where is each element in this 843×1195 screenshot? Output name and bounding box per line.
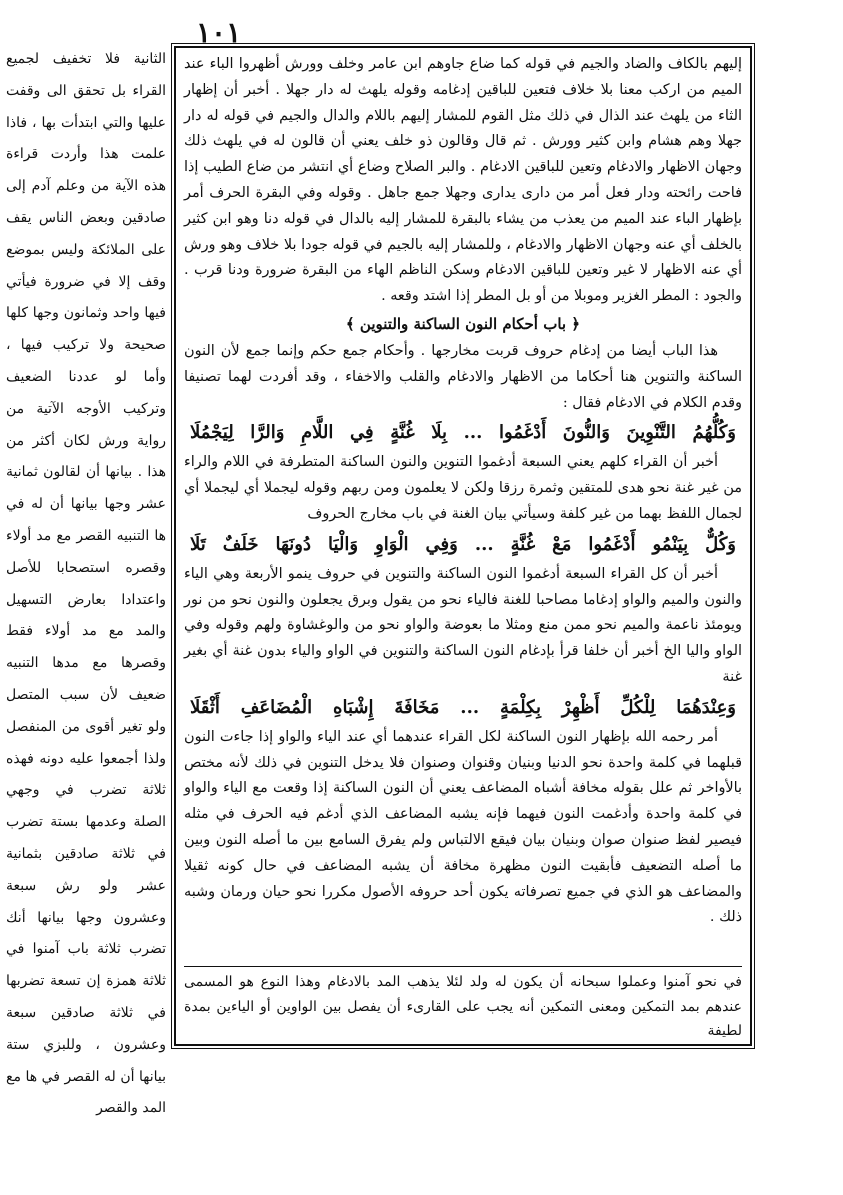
chapter-title: ﴿ باب أحكام النون الساكنة والتنوين ﴾	[345, 314, 581, 333]
opening-paragraph: إليهم بالكاف والضاد والجيم في قوله كما ضاع جاوهم ابن عامر وخلف وورش أظهروا الباء عند الميم من اركب معنا بلا خلاف فتعين للباقين إدغامه وقوله يلهث له دار جهلا . أخبر أن إظهار الثاء من يلهث عند الذال في ذلك مثل القوم للمشار إليهم باللام والدال والجيم في قوله له دار جهلا وهم هشام وابن كثير وورش . ثم قال وقالون ذو خلف يعني أن قالون له في يلهث ذلك وجهان الاظهار والادغام وتعين للباقين الادغام . والبر الصلاح وضاع أي انتشر من ضاع الطيب إذا فاحت رائحته ودار فعل أمر من دارى يدارى وجهلا جمع جاهل . وقوله وفي البقرة الحرف أمر بإظهار الباء عند الميم من يعذب من يشاء بالبقرة للمشار إليه بالدال في قوله دنا وهو ابن كثير بالخلف أي عنه وجهان الاظهار والادغام ، وللمشار إليه بالجيم في قوله جودا بلا خلاف وهو ورش أي عنه الاظهار لا غير وتعين للباقين الادغام وسكن الناظم الهاء من البقرة ضرورة ودنا قرب . والجود : المطر الغزير وموبلا من أو بل المطر إذا اشتد وقعه .	[184, 56, 742, 305]
main-text-block	[184, 52, 742, 928]
footnote: في نحو آمنوا وعملوا سبحانه أن يكون له ولد لئلا يذهب المد بالادغام وهذا النوع هو المسمى عندهم بمد التمكين ومعنى التمكين أنه يجب على القارىء أن يفصل بين الواوين أو الياءين بمدة لطيفة	[184, 974, 742, 1039]
commentary-2: أخبر أن كل القراء السبعة أدغموا النون الساكنة والتنوين في حروف ينمو الأربعة وهي الياء والنون والميم والواو إدغاما مصاحبا للغنة فالياء نحو من يقول وبرق يجعلون والنون نحو من نور ويومئذ ناعمة والميم نحو ممن منع ومثلا ما بعوضة والواو نحو من والوغشاوة ولهم وقوله وفي الواو واليا الخ أخبر أن خلفا قرأ بإدغام النون الساكنة والتنوين في الواو والياء بدون غنة أي بغير غنة	[184, 565, 742, 685]
commentary-3: أمر رحمه الله بإظهار النون الساكنة لكل القراء عندهما أي عند الياء والواو إذا جاءت النون قبلهما في كلمة واحدة نحو الدنيا وبنيان وقنوان وصنوان فلا يدخل التنوين في ذلك لأنه مختص بالأواخر ثم علل بقوله مخافة أشباه المضاعف يعني أن النون الساكنة إذا وقعت مع الياء والواو في كلمة واحدة وأدغمت النون فيهما فإنه يشبه المضاعف الذي أدغم فيه الحرف في مثله فيصير لفظ صنوان صوان وبنيان بيان فيقع الالتباس ولم يفرق السامع بين ما أصله النون وبين ما أصله التضعيف فأبقيت النون مظهرة مخافة أن يشبه المضاعف في حال كونه ثقيلا والمضاعف هو الذي في جميع تصرفاته يكون أحد حروفه الأصول مكررا نحو حيان ورمان وشبه ذلك .	[184, 728, 742, 926]
chapter-intro: هذا الباب أيضا من إدغام حروف قربت مخارجها . وأحكام جمع حكم وإنما جمع لأن النون الساكنة والتنوين هنا أحكاما من الاظهار والادغام والقلب والاخفاء ، وقد أفردت لهما تصنيفا وقدم الكلام في الادغام فقال :	[184, 342, 742, 411]
verse-line-1: وَكُلُّهُمُ التَّنْوِينَ وَالنُّونَ أَدْغَمُوا ... بِلَا غُنَّةٍ فِي اللَّامِ وَالرَّا لِيَجْمُلَا	[190, 422, 736, 444]
verse-line-2: وَكُلٌّ بِيَنْمُو أَدْغَمُوا مَعْ غُنَّةٍ ... وَفِي الْوَاوِ وَالْيَا دُونَهَا خَلَفٌ تَلَا	[190, 533, 736, 555]
page-number: ١٠١	[196, 16, 242, 49]
margin-note-text: الثانية فلا تخفيف لجميع القراء بل تحقق الى وقفت عليها والتي ابتدأت بها ، فاذا علمت هذا وأردت قراءة هذه الآية من وعلم آدم إلى صادقين وبعض الناس يقف على الملائكة وليس بموضع وقف إلا في ضرورة فيأتي فيها واحد وثمانون وجها كلها صحيحة ولا تركيب فيها ، وأما لو عددنا الضعيف وتركيب الأوجه الآتية من رواية ورش لكان أكثر من هذا . بيانها أن لقالون ثمانية عشر وجها بيانها أن له في ها التنبيه القصر مع مد أولاء وقصره استصحابا للأصل واعتدادا بعارض التسهيل والمد مع مد أولاء فقط وقصرها مع مدها التنبيه ضعيف لأن سبب المتصل ولو تغير أقوى من المنفصل ولذا أجمعوا عليه دونه فهذه ثلاثة تضرب في وجهي الصلة وعدمها بستة تضرب في ثلاثة صادقين بثمانية عشر ولو رش سبعة وعشرون وجها بيانها أنك تضرب ثلاثة باب آمنوا في ثلاثة همزة إن تسعة تضربها في ثلاثة صادقين سبعة وعشرون ، وللبزي ستة بيانها أن له القصر في ها مع المد والقصر	[6, 51, 166, 1117]
main-frame	[174, 46, 752, 1046]
verse-line-3: وَعِنْدَهُمَا لِلْكُلِّ أَظْهِرْ بِكِلْمَةٍ ... مَخَافَةَ إِشْبَاهِ الْمُضَاعَفِ أَثْقَلَا	[190, 696, 736, 718]
margin-commentary	[6, 44, 166, 1117]
footnote-divider	[184, 966, 742, 967]
commentary-1: أخبر أن القراء كلهم يعني السبعة أدغموا التنوين والنون الساكنة المتطرفة في اللام والراء من غير غنة نحو هدى للمتقين وثمرة رزقا ولكن لا يعلمون ومن ربهم وقوله ليجملا أي ليجملا أي لجمال اللفظ بهما من غير كلفة وسيأتي بيان الغنة في باب مخارج الحروف	[184, 454, 742, 522]
